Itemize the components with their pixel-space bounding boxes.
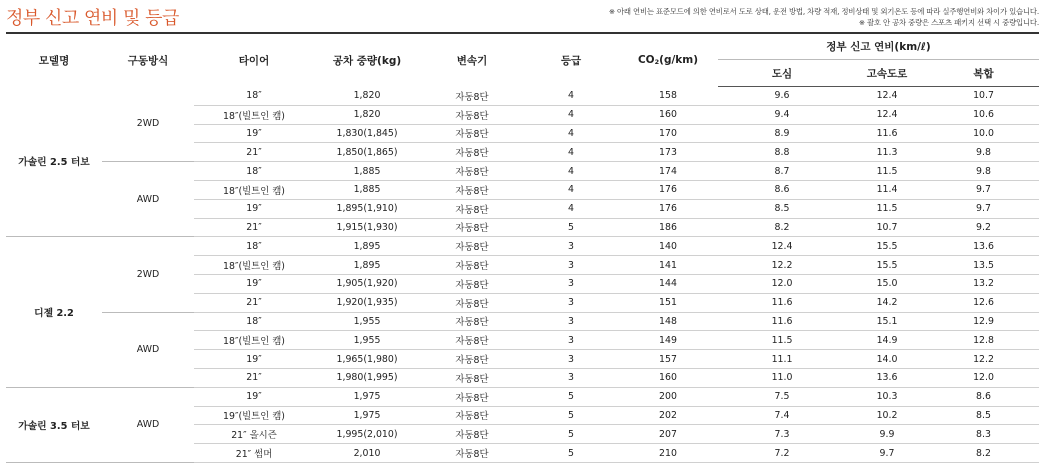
cell-tire: 18″ (194, 87, 314, 106)
cell-weight: 1,965(1,980) (314, 350, 420, 369)
cell-weight: 1,885 (314, 180, 420, 199)
cell-highway: 11.4 (846, 180, 928, 199)
cell-weight: 1,975 (314, 387, 420, 406)
cell-grade: 4 (524, 124, 618, 143)
cell-grade: 3 (524, 331, 618, 350)
header-highway: 고속도로 (846, 60, 928, 87)
cell-weight: 1,995(2,010) (314, 425, 420, 444)
cell-transmission: 자동8단 (420, 293, 524, 312)
cell-highway: 14.0 (846, 350, 928, 369)
cell-co2: 158 (618, 87, 718, 106)
cell-transmission: 자동8단 (420, 87, 524, 106)
cell-co2: 160 (618, 105, 718, 124)
cell-grade: 3 (524, 368, 618, 387)
cell-weight: 1,915(1,930) (314, 218, 420, 237)
table-row (6, 387, 1039, 406)
cell-tire: 19″(빌트인 캠) (194, 406, 314, 425)
cell-weight: 1,830(1,845) (314, 124, 420, 143)
cell-transmission: 자동8단 (420, 368, 524, 387)
header-grade: 등급 (560, 54, 582, 67)
cell-transmission: 자동8단 (420, 274, 524, 293)
cell-co2: 173 (618, 143, 718, 162)
cell-tire: 18″ (194, 162, 314, 181)
cell-city: 7.4 (718, 406, 846, 425)
cell-grade: 4 (524, 105, 618, 124)
cell-city: 8.2 (718, 218, 846, 237)
cell-weight: 1,885 (314, 162, 420, 181)
cell-weight: 1,895(1,910) (314, 199, 420, 218)
cell-tire: 19″ (194, 350, 314, 369)
cell-co2: 148 (618, 312, 718, 331)
cell-tire: 21″ (194, 143, 314, 162)
cell-grade: 4 (524, 162, 618, 181)
cell-combined: 12.0 (928, 368, 1039, 387)
cell-transmission: 자동8단 (420, 350, 524, 369)
cell-combined: 12.8 (928, 331, 1039, 350)
cell-grade: 3 (524, 293, 618, 312)
cell-weight: 1,920(1,935) (314, 293, 420, 312)
cell-tire: 21″ (194, 293, 314, 312)
cell-city: 9.4 (718, 105, 846, 124)
cell-drive: AWD (102, 162, 194, 237)
cell-tire: 21″ (194, 368, 314, 387)
cell-grade: 5 (524, 218, 618, 237)
cell-highway: 11.5 (846, 162, 928, 181)
cell-grade: 5 (524, 387, 618, 406)
cell-grade: 3 (524, 350, 618, 369)
cell-grade: 5 (524, 425, 618, 444)
cell-highway: 12.4 (846, 105, 928, 124)
header-combined: 복합 (928, 60, 1039, 87)
notes (609, 6, 1039, 28)
cell-combined: 9.7 (928, 180, 1039, 199)
cell-city: 11.6 (718, 312, 846, 331)
cell-grade: 3 (524, 274, 618, 293)
cell-weight: 1,895 (314, 237, 420, 256)
cell-combined: 12.9 (928, 312, 1039, 331)
cell-city: 12.4 (718, 237, 846, 256)
cell-combined: 12.2 (928, 350, 1039, 369)
cell-city: 9.6 (718, 87, 846, 106)
note-weight-parentheses: ※ 괄호 안 공차 중량은 스포츠 패키지 선택 시 중량입니다. (858, 18, 1039, 27)
cell-transmission: 자동8단 (420, 444, 524, 463)
cell-tire: 19″ (194, 124, 314, 143)
cell-tire: 18″ (194, 312, 314, 331)
header-co2-suffix: (g/km) (659, 54, 699, 67)
cell-grade: 3 (524, 256, 618, 275)
cell-co2: 141 (618, 256, 718, 275)
cell-highway: 11.6 (846, 124, 928, 143)
cell-transmission: 자동8단 (420, 237, 524, 256)
cell-grade: 3 (524, 237, 618, 256)
cell-transmission: 자동8단 (420, 425, 524, 444)
cell-transmission: 자동8단 (420, 180, 524, 199)
cell-co2: 151 (618, 293, 718, 312)
header-weight: 공차 중량(kg) (332, 54, 402, 67)
cell-highway: 9.7 (846, 444, 928, 463)
cell-tire: 18″ (194, 237, 314, 256)
cell-co2: 207 (618, 425, 718, 444)
cell-combined: 8.3 (928, 425, 1039, 444)
cell-city: 11.0 (718, 368, 846, 387)
cell-tire: 21″ 썸머 (194, 444, 314, 463)
cell-co2: 210 (618, 444, 718, 463)
cell-city: 7.3 (718, 425, 846, 444)
cell-highway: 10.3 (846, 387, 928, 406)
cell-transmission: 자동8단 (420, 124, 524, 143)
cell-grade: 4 (524, 87, 618, 106)
cell-co2: 202 (618, 406, 718, 425)
cell-highway: 15.1 (846, 312, 928, 331)
cell-highway: 10.2 (846, 406, 928, 425)
cell-model: 가솔린 3.5 터보 (6, 387, 102, 462)
cell-highway: 15.5 (846, 256, 928, 275)
cell-weight: 1,980(1,995) (314, 368, 420, 387)
cell-highway: 15.0 (846, 274, 928, 293)
cell-co2: 170 (618, 124, 718, 143)
cell-highway: 10.7 (846, 218, 928, 237)
cell-weight: 2,010 (314, 444, 420, 463)
header-co2-sub: 2 (654, 58, 660, 67)
cell-grade: 5 (524, 444, 618, 463)
cell-co2: 157 (618, 350, 718, 369)
cell-combined: 9.7 (928, 199, 1039, 218)
note-standard-mode: ※ 아래 연비는 표준모드에 의한 연비로서 도로 상태, 운전 방법, 차량 적재, 정비상태 및 외기온도 등에 따라 실주행연비와 차이가 있습니다. (608, 7, 1039, 16)
cell-highway: 14.9 (846, 331, 928, 350)
table-row (6, 87, 1039, 106)
header-drive: 구동방식 (127, 54, 169, 67)
cell-transmission: 자동8단 (420, 387, 524, 406)
cell-grade: 4 (524, 143, 618, 162)
cell-tire: 21″ (194, 218, 314, 237)
cell-weight: 1,850(1,865) (314, 143, 420, 162)
cell-combined: 9.8 (928, 162, 1039, 181)
header-co2 (618, 34, 718, 87)
cell-combined: 8.6 (928, 387, 1039, 406)
cell-drive: 2WD (102, 87, 194, 162)
cell-transmission: 자동8단 (420, 143, 524, 162)
cell-city: 11.1 (718, 350, 846, 369)
cell-drive: AWD (102, 312, 194, 387)
cell-co2: 200 (618, 387, 718, 406)
cell-tire: 19″ (194, 274, 314, 293)
cell-transmission: 자동8단 (420, 199, 524, 218)
cell-weight: 1,905(1,920) (314, 274, 420, 293)
cell-weight: 1,975 (314, 406, 420, 425)
cell-grade: 3 (524, 312, 618, 331)
header-co2-prefix: CO (637, 54, 655, 67)
cell-combined: 9.2 (928, 218, 1039, 237)
cell-highway: 9.9 (846, 425, 928, 444)
cell-tire: 18″(빌트인 캠) (194, 331, 314, 350)
cell-model: 디젤 2.2 (6, 237, 102, 387)
fuel-economy-table (6, 34, 1039, 463)
cell-city: 7.5 (718, 387, 846, 406)
cell-transmission: 자동8단 (420, 162, 524, 181)
cell-combined: 9.8 (928, 143, 1039, 162)
cell-combined: 8.5 (928, 406, 1039, 425)
cell-city: 8.5 (718, 199, 846, 218)
cell-drive: 2WD (102, 237, 194, 312)
cell-weight: 1,820 (314, 105, 420, 124)
cell-grade: 4 (524, 180, 618, 199)
cell-weight: 1,895 (314, 256, 420, 275)
cell-co2: 144 (618, 274, 718, 293)
cell-transmission: 자동8단 (420, 218, 524, 237)
cell-combined: 13.2 (928, 274, 1039, 293)
header-fuel-economy: 정부 신고 연비(km/ℓ) (826, 41, 931, 53)
cell-transmission: 자동8단 (420, 406, 524, 425)
cell-tire: 21″ 올시즌 (194, 425, 314, 444)
cell-co2: 176 (618, 199, 718, 218)
cell-combined: 13.5 (928, 256, 1039, 275)
cell-highway: 12.4 (846, 87, 928, 106)
cell-combined: 10.6 (928, 105, 1039, 124)
cell-city: 8.6 (718, 180, 846, 199)
cell-city: 8.9 (718, 124, 846, 143)
table-row (6, 312, 1039, 331)
header-city: 도심 (718, 60, 846, 87)
cell-highway: 15.5 (846, 237, 928, 256)
cell-co2: 176 (618, 180, 718, 199)
cell-transmission: 자동8단 (420, 105, 524, 124)
cell-drive: AWD (102, 387, 194, 462)
cell-combined: 8.2 (928, 444, 1039, 463)
cell-highway: 13.6 (846, 368, 928, 387)
cell-tire: 19″ (194, 199, 314, 218)
cell-tire: 18″(빌트인 캠) (194, 256, 314, 275)
cell-transmission: 자동8단 (420, 331, 524, 350)
cell-highway: 14.2 (846, 293, 928, 312)
cell-city: 12.0 (718, 274, 846, 293)
cell-tire: 18″(빌트인 캠) (194, 180, 314, 199)
cell-transmission: 자동8단 (420, 312, 524, 331)
cell-co2: 186 (618, 218, 718, 237)
page-title: 정부 신고 연비 및 등급 (6, 8, 179, 29)
cell-co2: 140 (618, 237, 718, 256)
table-row (6, 162, 1039, 181)
cell-city: 8.7 (718, 162, 846, 181)
table-body (6, 87, 1039, 463)
cell-co2: 174 (618, 162, 718, 181)
cell-combined: 10.7 (928, 87, 1039, 106)
cell-tire: 18″(빌트인 캠) (194, 105, 314, 124)
cell-transmission: 자동8단 (420, 256, 524, 275)
cell-combined: 13.6 (928, 237, 1039, 256)
cell-weight: 1,820 (314, 87, 420, 106)
cell-highway: 11.5 (846, 199, 928, 218)
header-model: 모델명 (38, 54, 70, 67)
cell-co2: 149 (618, 331, 718, 350)
cell-grade: 4 (524, 199, 618, 218)
cell-city: 7.2 (718, 444, 846, 463)
cell-highway: 11.3 (846, 143, 928, 162)
cell-combined: 10.0 (928, 124, 1039, 143)
cell-city: 11.5 (718, 331, 846, 350)
header-transmission: 변속기 (456, 54, 488, 67)
cell-city: 11.6 (718, 293, 846, 312)
cell-grade: 5 (524, 406, 618, 425)
cell-weight: 1,955 (314, 331, 420, 350)
cell-co2: 160 (618, 368, 718, 387)
table-row (6, 237, 1039, 256)
cell-tire: 19″ (194, 387, 314, 406)
cell-model: 가솔린 2.5 터보 (6, 87, 102, 237)
cell-weight: 1,955 (314, 312, 420, 331)
cell-city: 12.2 (718, 256, 846, 275)
header-tire: 타이어 (238, 54, 270, 67)
cell-city: 8.8 (718, 143, 846, 162)
table-header (6, 34, 1039, 87)
cell-combined: 12.6 (928, 293, 1039, 312)
